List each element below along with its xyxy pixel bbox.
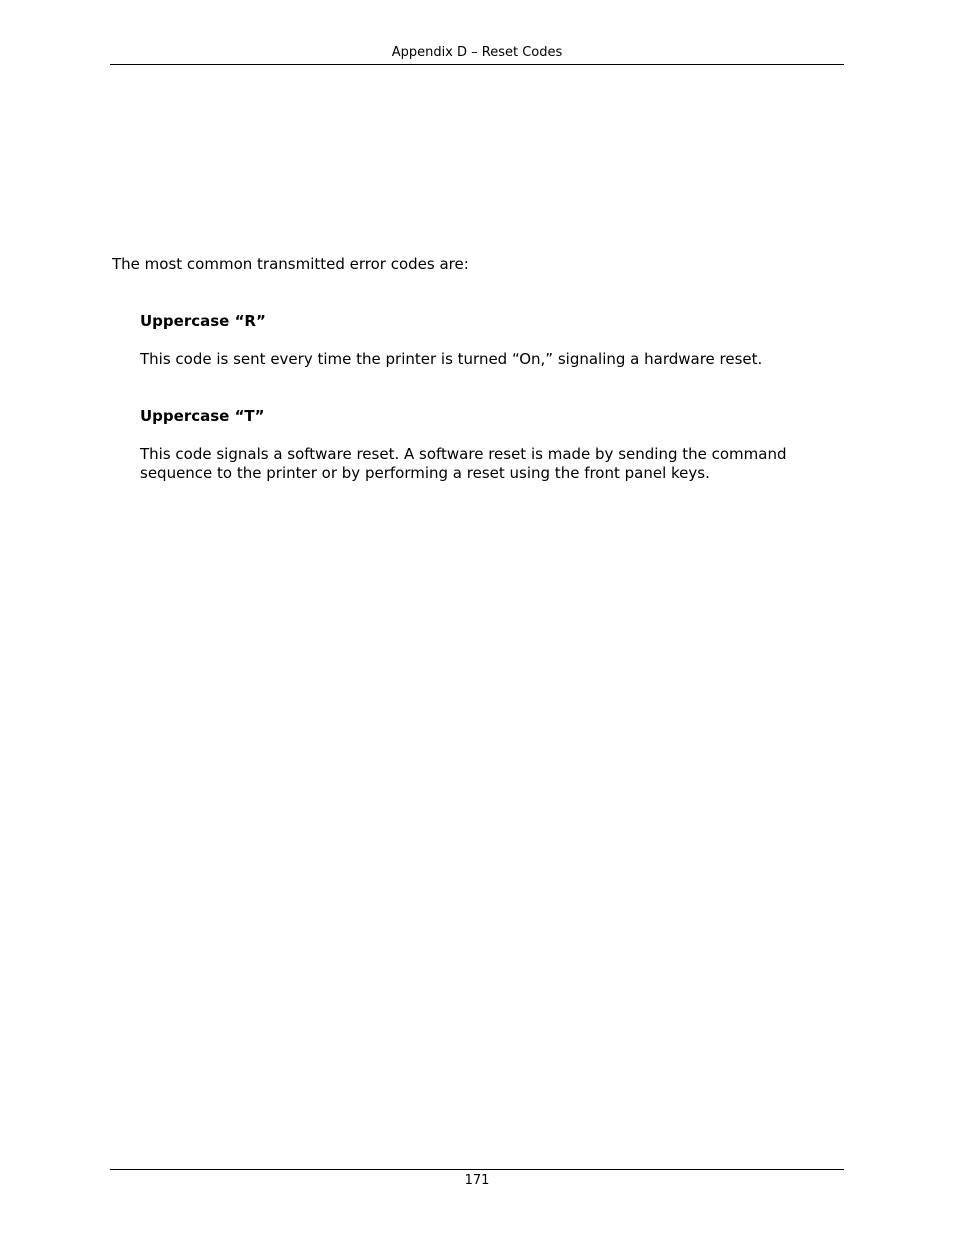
page-header-title: Appendix D – Reset Codes: [391, 45, 563, 60]
code-description-t: This code signals a software reset. A software reset is made by sending the command sequence to the printer or by performing a reset using the front panel keys.: [140, 445, 787, 482]
code-heading-t: Uppercase “T”: [140, 407, 265, 425]
intro-paragraph: The most common transmitted error codes are:: [112, 255, 469, 273]
code-description-r: This code is sent every time the printer is turned “On,” signaling a hardware reset.: [140, 350, 763, 368]
code-heading-r: Uppercase “R”: [140, 312, 266, 330]
footer-rule: [110, 1169, 844, 1170]
page-number: 171: [464, 1173, 490, 1188]
header-rule: [110, 64, 844, 65]
